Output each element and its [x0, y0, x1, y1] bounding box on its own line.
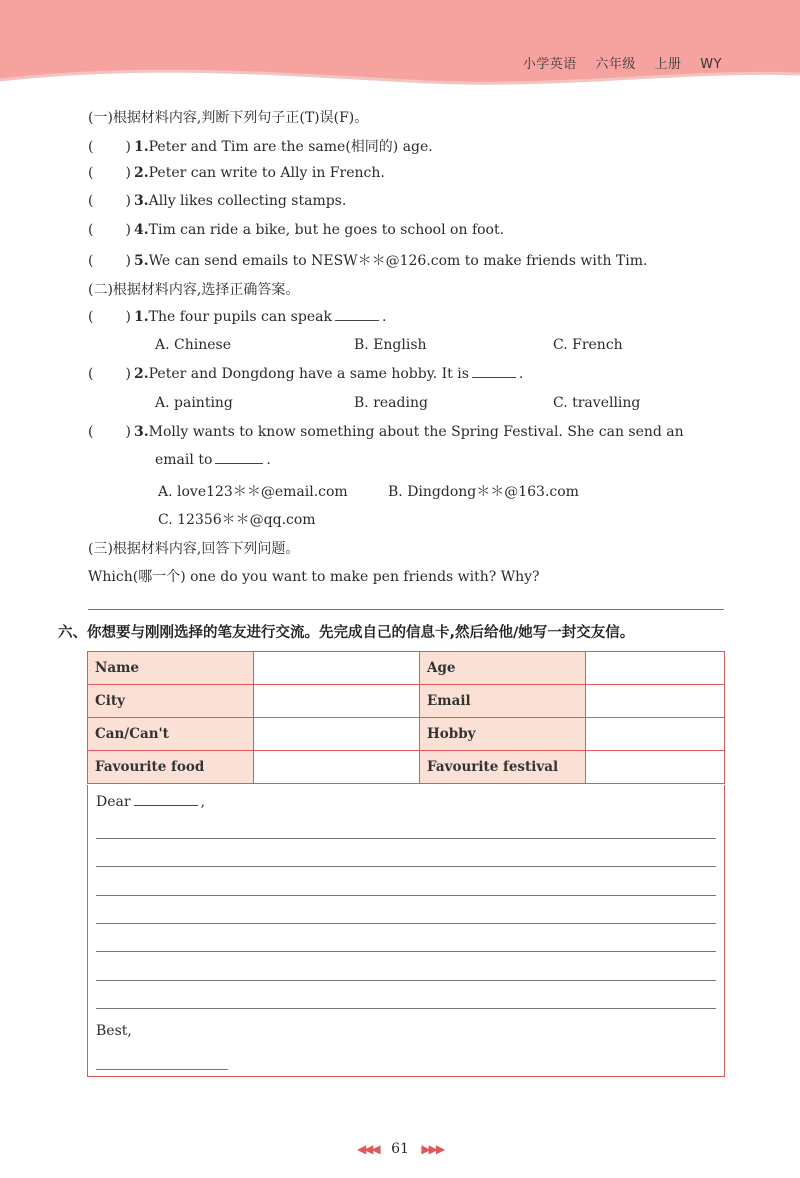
- page-footer: [0, 1141, 800, 1157]
- option-a[interactable]: A. Chinese: [155, 337, 231, 353]
- answer-paren[interactable]: ( ): [88, 165, 131, 181]
- part3-question: Which(哪一个) one do you want to make pen friends with? Why?: [88, 569, 540, 585]
- answer-blank[interactable]: [472, 377, 516, 378]
- label-favourite-festival: Favourite festival: [420, 751, 586, 784]
- signature-line[interactable]: [96, 1069, 228, 1070]
- answer-paren[interactable]: ( ): [88, 366, 131, 382]
- part3-title: (三)根据材料内容,回答下列问题。: [88, 541, 300, 557]
- mc-question-3-cont: email to .: [155, 452, 271, 468]
- answer-paren[interactable]: ( ): [88, 424, 131, 440]
- writing-line[interactable]: [96, 838, 716, 839]
- header-grade: 六年级: [595, 57, 636, 72]
- label-name: Name: [88, 652, 254, 685]
- option-b[interactable]: B. reading: [354, 395, 428, 411]
- answer-blank[interactable]: [335, 320, 379, 321]
- header-band: [0, 0, 800, 90]
- letter-greeting: Dear ,: [96, 794, 206, 810]
- answer-paren[interactable]: ( ): [88, 309, 131, 325]
- greeting-blank[interactable]: [134, 805, 198, 806]
- label-email: Email: [420, 685, 586, 718]
- writing-line[interactable]: [96, 951, 716, 952]
- answer-paren[interactable]: ( ): [88, 193, 131, 209]
- info-card: [87, 651, 725, 784]
- page-header: [509, 53, 722, 72]
- answer-paren[interactable]: ( ): [88, 222, 131, 238]
- mc-question-3: ( ) 3.Molly wants to know something about the Spring Festival. She can send an: [88, 424, 684, 440]
- option-c[interactable]: C. French: [553, 337, 623, 353]
- favourite-food-field[interactable]: [254, 751, 420, 784]
- tf-question-2: ( ) 2.Peter can write to Ally in French.: [88, 165, 385, 181]
- page-number: 61: [391, 1141, 409, 1157]
- answer-blank[interactable]: [215, 463, 263, 464]
- tf-question-3: ( ) 3.Ally likes collecting stamps.: [88, 193, 347, 209]
- option-b[interactable]: B. Dingdong＊＊@163.com: [388, 484, 579, 500]
- favourite-festival-field[interactable]: [586, 751, 725, 784]
- left-arrows-icon: ◀◀◀: [356, 1142, 379, 1156]
- label-can: Can/Can't: [88, 718, 254, 751]
- answer-paren[interactable]: ( ): [88, 253, 131, 269]
- option-c[interactable]: C. 12356＊＊@qq.com: [158, 512, 316, 528]
- option-c[interactable]: C. travelling: [553, 395, 641, 411]
- writing-line[interactable]: [96, 866, 716, 867]
- can-field[interactable]: [254, 718, 420, 751]
- option-a[interactable]: A. love123＊＊@email.com: [158, 484, 348, 500]
- part6-title: 六、你想要与刚刚选择的笔友进行交流。先完成自己的信息卡,然后给他/她写一封交友信。: [58, 625, 635, 641]
- label-favourite-food: Favourite food: [88, 751, 254, 784]
- city-field[interactable]: [254, 685, 420, 718]
- hobby-field[interactable]: [586, 718, 725, 751]
- letter-closing: Best,: [96, 1023, 132, 1039]
- writing-line[interactable]: [96, 980, 716, 981]
- name-field[interactable]: [254, 652, 420, 685]
- option-a[interactable]: A. painting: [155, 395, 233, 411]
- mc-question-1: ( ) 1.The four pupils can speak .: [88, 309, 387, 325]
- tf-question-5: ( ) 5.We can send emails to NESW＊＊@126.com to make friends with Tim.: [88, 253, 648, 269]
- letter-area: [87, 785, 725, 1077]
- answer-line[interactable]: [88, 609, 724, 610]
- age-field[interactable]: [586, 652, 725, 685]
- email-field[interactable]: [586, 685, 725, 718]
- writing-line[interactable]: [96, 923, 716, 924]
- answer-paren[interactable]: ( ): [88, 139, 131, 155]
- writing-line[interactable]: [96, 895, 716, 896]
- writing-line[interactable]: [96, 1008, 716, 1009]
- header-volume: 上册: [654, 57, 682, 72]
- tf-question-4: ( ) 4.Tim can ride a bike, but he goes to school on foot.: [88, 222, 505, 238]
- label-age: Age: [420, 652, 586, 685]
- label-hobby: Hobby: [420, 718, 586, 751]
- part2-title: (二)根据材料内容,选择正确答案。: [88, 282, 300, 298]
- header-subject: 小学英语: [522, 57, 577, 72]
- tf-question-1: ( ) 1.Peter and Tim are the same(相同的) age.: [88, 139, 433, 155]
- mc-question-2: ( ) 2.Peter and Dongdong have a same hobby. It is .: [88, 366, 524, 382]
- header-edition: WY: [700, 57, 722, 72]
- right-arrows-icon: ▶▶▶: [421, 1142, 444, 1156]
- option-b[interactable]: B. English: [354, 337, 427, 353]
- part1-title: (一)根据材料内容,判断下列句子正(T)误(F)。: [88, 110, 369, 126]
- label-city: City: [88, 685, 254, 718]
